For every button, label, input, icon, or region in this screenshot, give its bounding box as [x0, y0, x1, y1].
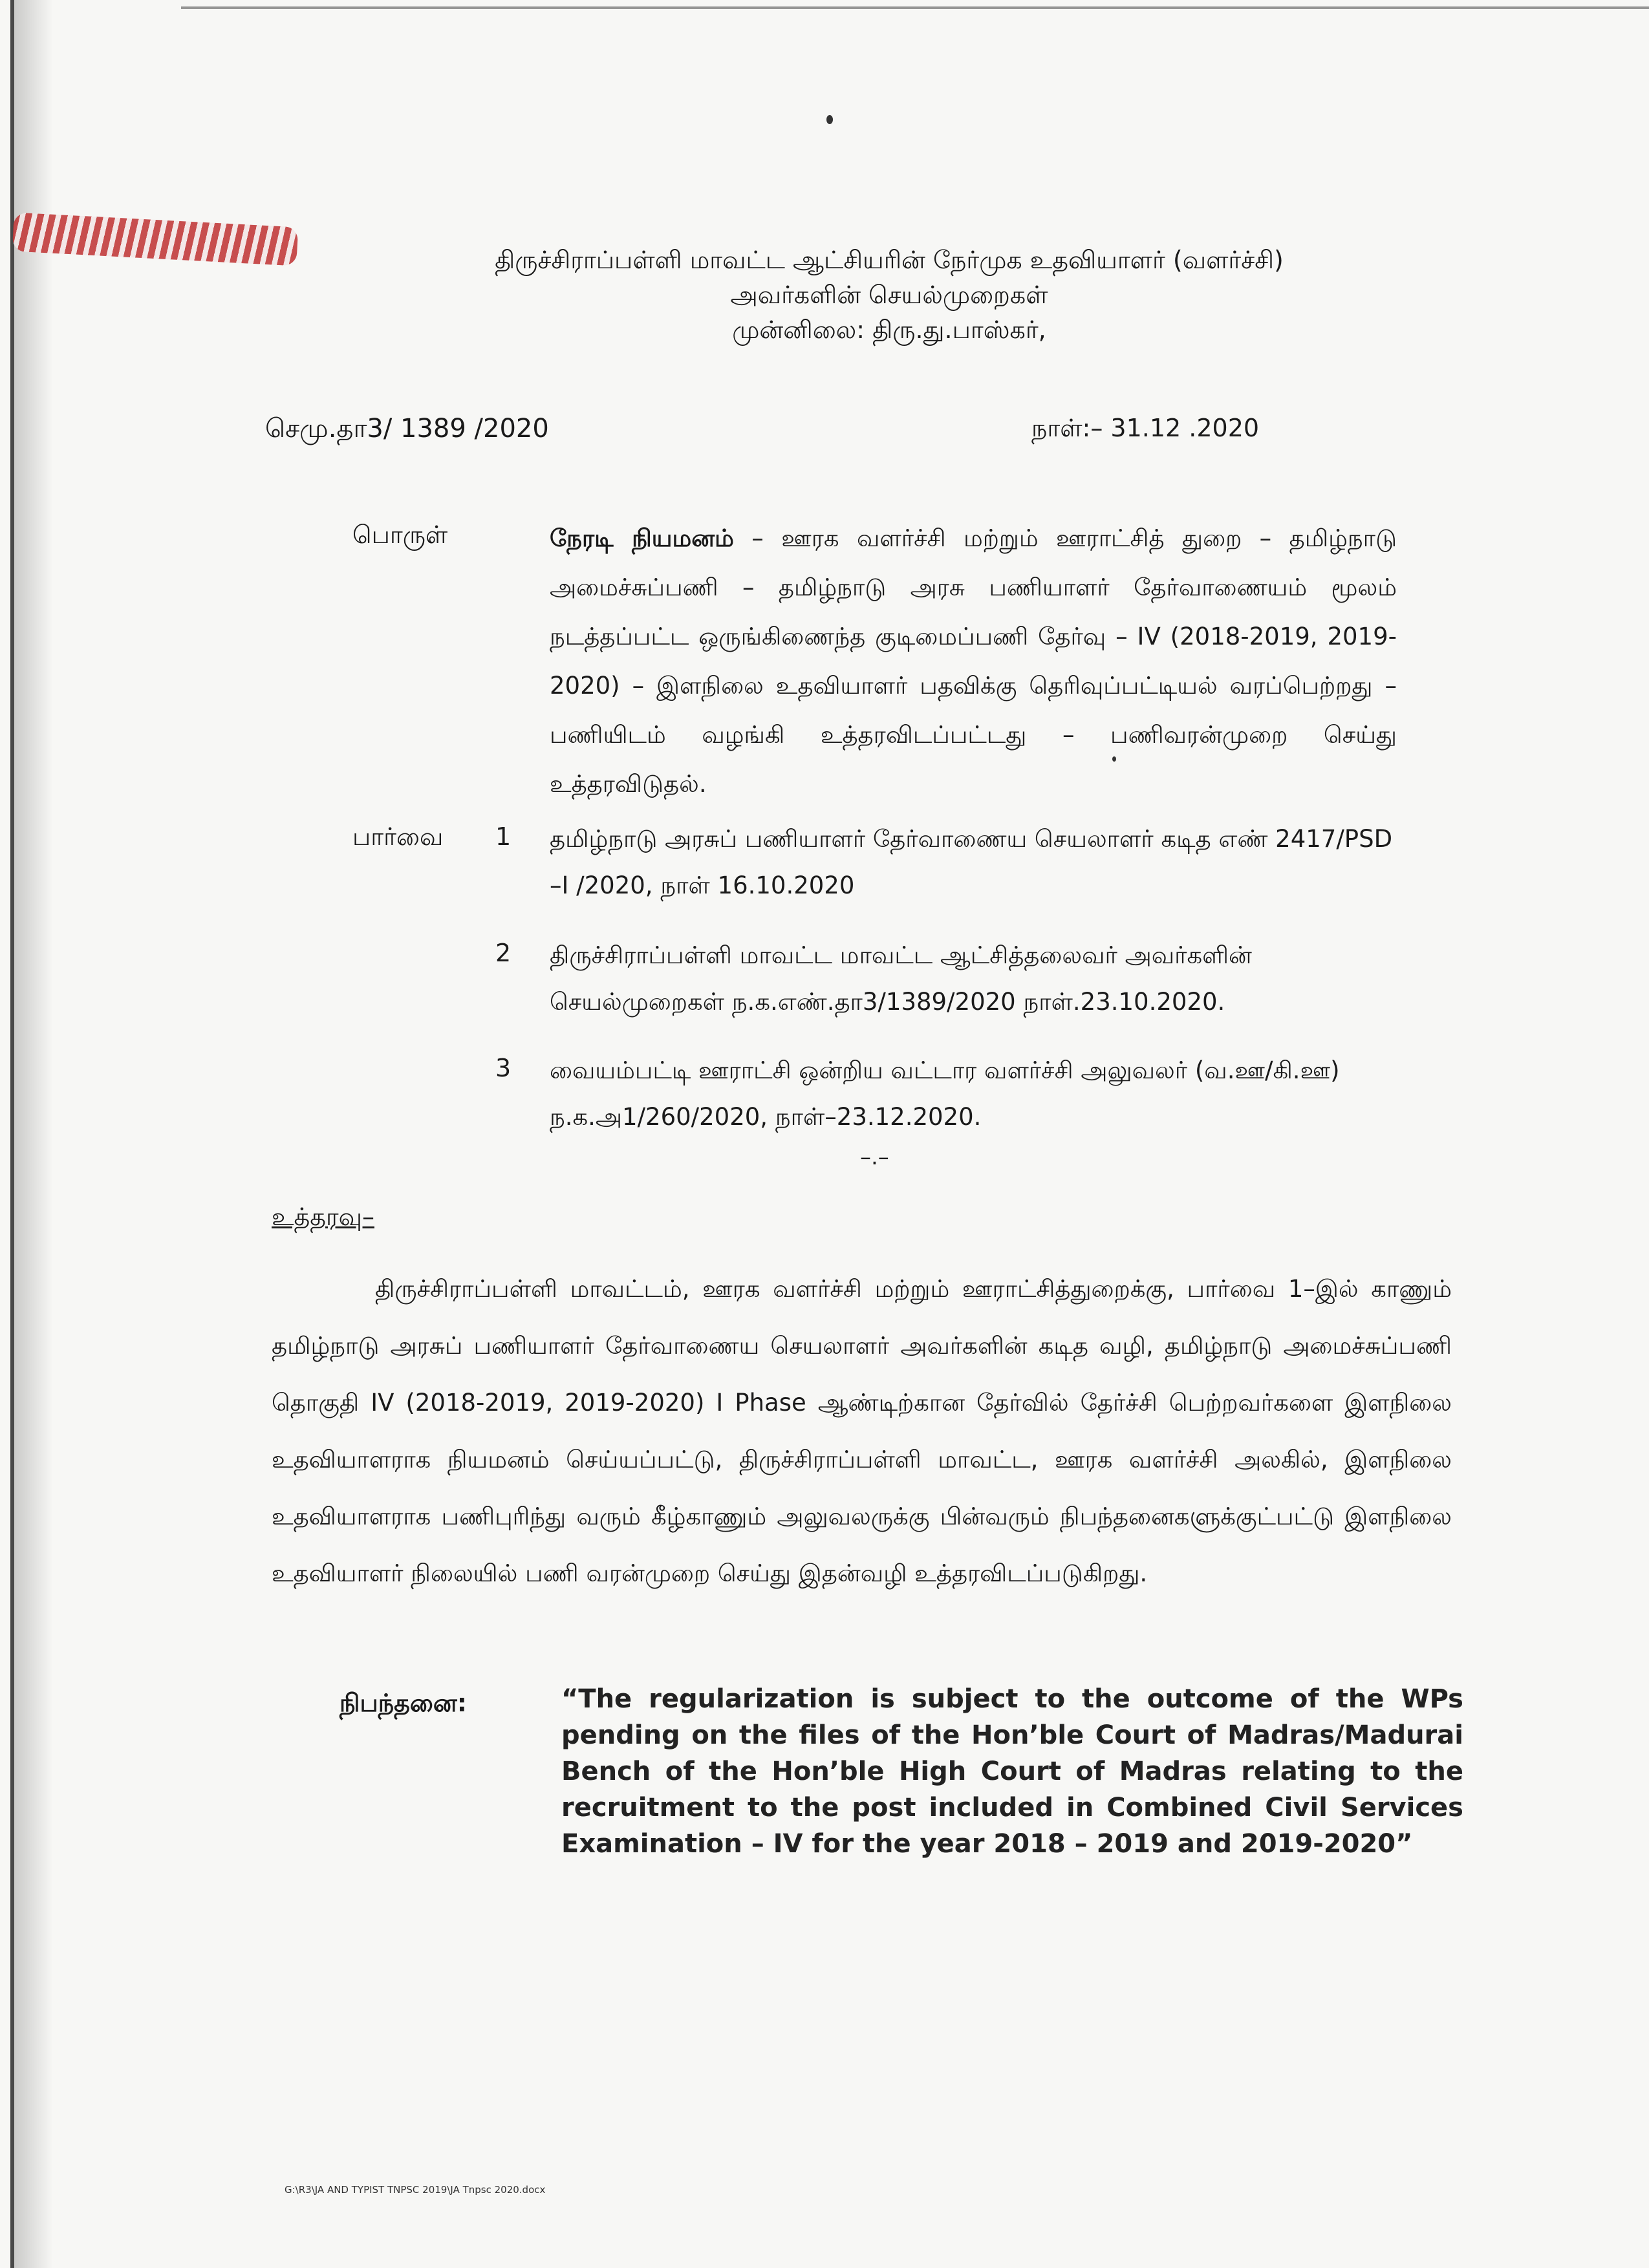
- order-heading: உத்தரவு–: [272, 1203, 374, 1231]
- reference-date: நாள்:– 31.12 .2020: [1031, 414, 1260, 442]
- header-proceedings: அவர்களின் செயல்முறைகள்: [730, 281, 1048, 309]
- header-presence: முன்னிலை: திரு.து.பாஸ்கர்,: [732, 316, 1046, 344]
- reference-item-number: 1: [495, 822, 512, 851]
- file-path-footer: G:\R3\JA AND TYPIST TNPSC 2019\JA Tnpsc 2020.docx: [285, 2184, 546, 2196]
- condition-text: “The regularization is subject to the outcome of the WPs pending on the files of the Hon’ble Court of Madras/Madurai Bench of the Hon’ble High Court of Madras relating to the recruitment to the post included in Combined Civil Services Examination – IV for the year 2018 – 2019 and 2019-2020”: [561, 1684, 1463, 1859]
- punch-mark: [826, 115, 833, 124]
- references-label: பார்வை: [352, 822, 444, 851]
- binding-edge: [10, 0, 14, 2268]
- header-office: திருச்சிராப்பள்ளி மாவட்ட ஆட்சியரின் நேர்முக உதவியாளர் (வளர்ச்சி): [495, 246, 1284, 274]
- page-top-edge: [181, 6, 1649, 9]
- section-separator: –.–: [860, 1144, 889, 1170]
- subject-body: – ஊரக வளர்ச்சி மற்றும் ஊராட்சித் துறை – தமிழ்நாடு அமைச்சுப்பணி – தமிழ்நாடு அரசு பணியாளர் தேர்வாணையம் மூலம் நடத்தப்பட்ட ஒருங்கிணைந்த குடிமைப்பணி தேர்வு – IV (2018-2019, 2019-2020) – இளநிலை உதவியாளர் பதவிக்கு தெரிவுப்பட்டியல் வரப்பெற்றது – பணியிடம் வழங்கி உத்தரவிடப்பட்டது – பணிவரன்முறை செய்து உத்தரவிடுதல்.: [550, 524, 1397, 798]
- subject-text: [550, 514, 1397, 809]
- order-body: திருச்சிராப்பள்ளி மாவட்டம், ஊரக வளர்ச்சி மற்றும் ஊராட்சித்துறைக்கு, பார்வை 1–இல் காணும் தமிழ்நாடு அரசுப் பணியாளர் தேர்வாணைய செயலாளர் அவர்களின் கடித வழி, தமிழ்நாடு அமைச்சுப்பணி தொகுதி IV (2018-2019, 2019-2020) I Phase ஆண்டிற்கான தேர்வில் தேர்ச்சி பெற்றவர்களை இளநிலை உதவியாளராக நியமனம் செய்யப்பட்டு, திருச்சிராப்பள்ளி மாவட்ட, ஊரக வளர்ச்சி அலகில், இளநிலை உதவியாளராக பணிபுரிந்து வரும் கீழ்காணும் அலுவலருக்கு பின்வரும் நிபந்தனைகளுக்குட்பட்டு இளநிலை உதவியாளர் நிலையில் பணி வரன்முறை செய்து இதன்வழி உத்தரவிடப்படுகிறது.: [272, 1275, 1452, 1587]
- reference-item-text: வையம்பட்டி ஊராட்சி ஒன்றிய வட்டார வளர்ச்சி அலுவலர் (வ.ஊ/கி.ஊ) ந.க.அ1/260/2020, நாள்–23.12.2020.: [550, 1056, 1340, 1131]
- reference-item-number: 2: [495, 939, 512, 967]
- condition-label: நிபந்தனை:: [339, 1689, 467, 1717]
- reference-number: செமு.தா3/ 1389 /2020: [265, 414, 549, 444]
- reference-item-text: திருச்சிராப்பள்ளி மாவட்ட மாவட்ட ஆட்சித்தலைவர் அவர்களின் செயல்முறைகள் ந.க.எண்.தா3/1389/2020 நாள்.23.10.2020.: [550, 941, 1252, 1016]
- binding-shadow: [14, 0, 53, 2268]
- subject-label: பொருள்: [352, 520, 448, 549]
- subject-lead: நேரடி நியமனம்: [550, 524, 734, 552]
- tag-string: [12, 213, 299, 266]
- reference-item-number: 3: [495, 1054, 512, 1082]
- reference-item-text: தமிழ்நாடு அரசுப் பணியாளர் தேர்வாணைய செயலாளர் கடித எண் 2417/PSD –I /2020, நாள் 16.10.2020: [550, 825, 1393, 899]
